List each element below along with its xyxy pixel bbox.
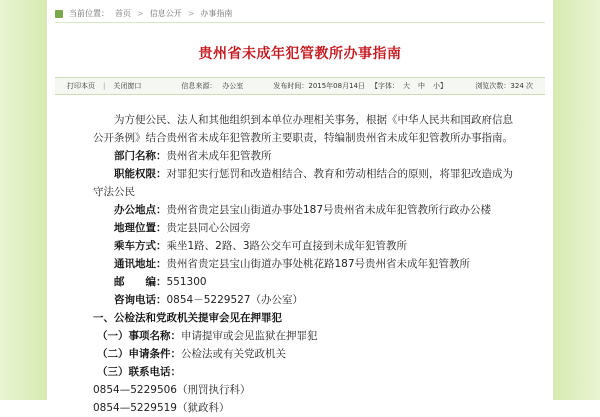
office-value: 贵州省贵定县宝山街道办事处187号贵州省未成年犯管教所行政办公楼 — [166, 204, 492, 216]
breadcrumb — [55, 6, 545, 23]
publish-time-value: 2015年08月14日 — [308, 82, 365, 90]
tel-line-2: 0854—5229519（狱政科） — [93, 402, 230, 414]
item1-label: （一）事项名称： — [97, 330, 181, 342]
bus-value: 乘坐1路、2路、3路公交车可直接到未成年犯管教所 — [166, 240, 408, 252]
breadcrumb-info-public-link[interactable]: 信息公开 — [149, 9, 182, 18]
duty-label: 职能权限： — [114, 168, 167, 180]
breadcrumb-separator: > — [187, 9, 195, 18]
home-icon — [55, 10, 63, 18]
intro-paragraph: 为方便公民、法人和其他组织到本单位办理相关事务，根据《中华人民共和国政府信息公开条例》结合贵州省未成年犯管教所主要职责，特编制贵州省未成年犯管教所办事指南。 — [93, 114, 513, 144]
page-title: 贵州省未成年犯管教所办事指南 — [198, 46, 402, 62]
item1-row — [93, 327, 523, 345]
item2-label: （二）申请条件： — [97, 348, 181, 360]
breadcrumb-location-label: 当前位置： — [69, 9, 109, 18]
dept-row — [93, 147, 523, 165]
phone-row — [93, 291, 523, 309]
item3-label: （三）联系电话： — [97, 366, 181, 378]
print-button[interactable]: 打印本页 — [67, 82, 95, 90]
office-label: 办公地点： — [114, 204, 167, 216]
bus-label: 乘车方式： — [114, 240, 167, 252]
mail-label: 通讯地址： — [114, 258, 167, 270]
item3-row — [93, 363, 523, 381]
zip-label: 邮 编： — [114, 276, 167, 288]
dept-label: 部门名称： — [114, 150, 167, 162]
item2-value: 公检法或有关党政机关 — [181, 348, 286, 360]
breadcrumb-home-link[interactable]: 首页 — [115, 9, 131, 18]
article-content — [93, 111, 523, 417]
item2-row — [93, 345, 523, 363]
source-label: 信息来源： — [181, 82, 217, 90]
source-value: 办公室 — [222, 82, 244, 90]
font-medium-button[interactable]: 中 — [418, 82, 425, 90]
location-value: 贵定县同心公园旁 — [166, 222, 251, 234]
view-count-label: 浏览次数： — [475, 82, 511, 90]
font-small-button[interactable]: 小】 — [433, 82, 447, 90]
left-background — [0, 0, 46, 400]
zip-value: 551300 — [166, 276, 207, 288]
toolbar-divider: | — [103, 82, 106, 90]
breadcrumb-separator: > — [137, 9, 144, 18]
location-row — [93, 219, 523, 237]
dept-value: 贵州省未成年犯管教所 — [166, 150, 272, 162]
section-heading: 一、公检法和党政机关提审会见在押罪犯 — [93, 312, 282, 324]
article-toolbar — [55, 77, 545, 95]
bus-row — [93, 237, 523, 255]
view-count-value: 324 次 — [510, 82, 533, 90]
zip-row — [93, 273, 523, 291]
breadcrumb-guide-link[interactable]: 办事指南 — [200, 9, 233, 18]
publish-time-label: 发布时间： — [273, 82, 309, 90]
item1-value: 申请提审或会见监狱在押罪犯 — [181, 330, 318, 342]
tel-line-1: 0854—5229506（刑罚执行科） — [93, 384, 251, 396]
office-row — [93, 201, 523, 219]
close-window-button[interactable]: 关闭窗口 — [113, 82, 142, 90]
right-background — [554, 0, 600, 400]
location-label: 地理位置： — [114, 222, 167, 234]
font-size-label: 【字体： — [371, 82, 399, 90]
phone-label: 咨询电话： — [114, 294, 167, 306]
article-page — [46, 0, 554, 414]
phone-value: 0854－5229527（办公室） — [166, 294, 303, 306]
mail-row — [93, 255, 523, 273]
duty-value: 对罪犯实行惩罚和改造相结合、教育和劳动相结合的原则，将罪犯改造成为守法公民 — [93, 168, 513, 198]
mail-value: 贵州省贵定县宝山街道办事处桃花路187号贵州省未成年犯管教所 — [166, 258, 471, 270]
font-large-button[interactable]: 大 — [403, 82, 410, 90]
duty-row — [93, 165, 523, 201]
